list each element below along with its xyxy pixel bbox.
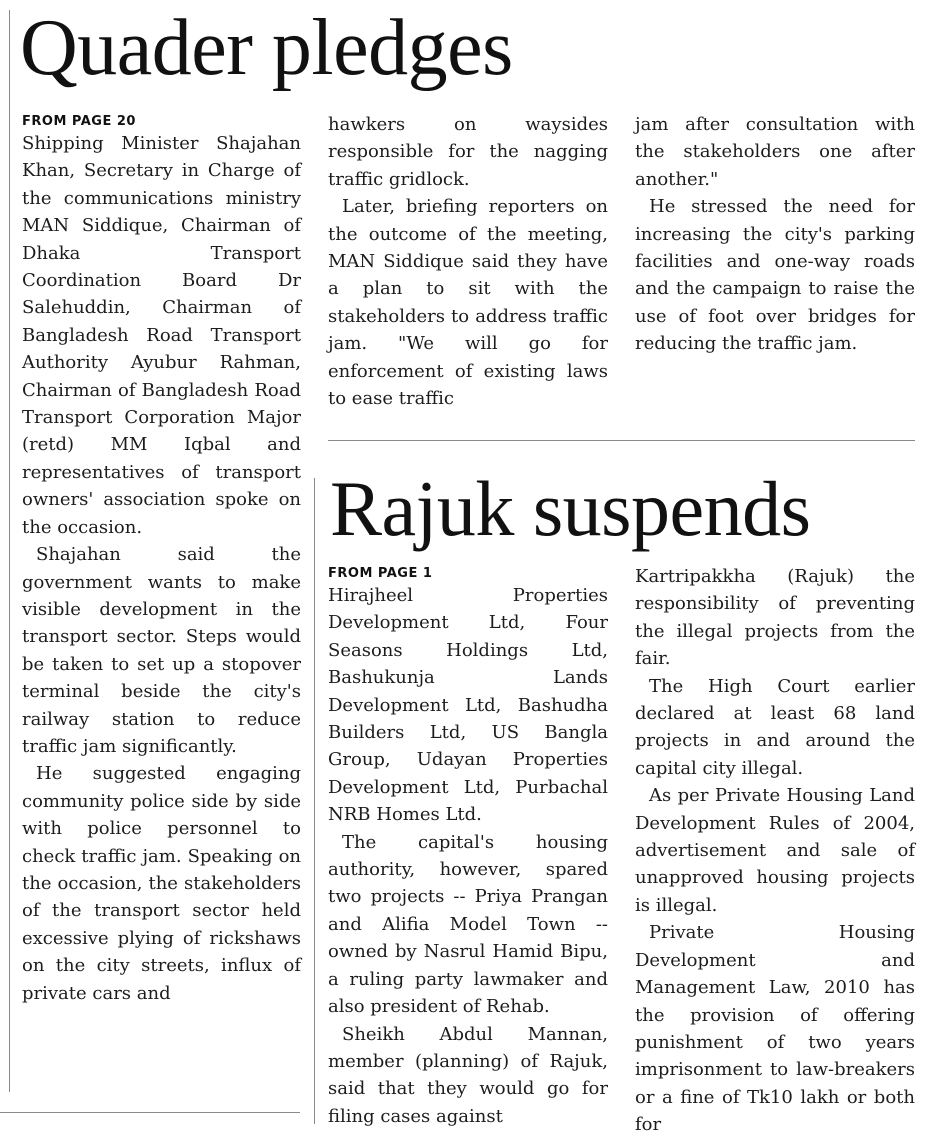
story1-paragraph: He suggested engaging community police side by side with police personnel to check traffic jam. Speaking on the occasion, the stakeholders of the transport sector held excessive plying of rickshaws on the city streets, influx of private cars and — [22, 763, 301, 1004]
section-divider-rule — [328, 440, 915, 441]
story1-column-1 — [22, 114, 301, 1094]
story1-paragraph: He stressed the need for increasing the city's parking facilities and one-way roads and the campaign to raise the use of foot over bridges for reducing the traffic jam. — [635, 196, 915, 355]
story2-paragraph: Hirajheel Properties Development Ltd, Four Seasons Holdings Ltd, Bashukunja Lands Development Ltd, Bashudha Builders Ltd, US Bangla Group, Udayan Properties Development Ltd, Purbachal NRB Homes Ltd. — [328, 585, 608, 826]
bottom-left-rule — [0, 1112, 300, 1113]
story2-headline: Rajuk suspends — [330, 465, 811, 552]
story2-column-2 — [635, 563, 915, 1136]
story1-column-2 — [328, 111, 608, 433]
story2-paragraph: The High Court earlier declared at least 68 land projects in and around the capital city illegal. — [635, 675, 915, 779]
story1-paragraph: jam after consultation with the stakeholders one after another." — [635, 114, 915, 190]
story2-paragraph: The capital's housing authority, however, spared two projects -- Priya Prangan and Alifia Model Town -- owned by Nasrul Hamid Bipu, a ruling party lawmaker and also president of Rehab. — [328, 831, 608, 1018]
story2-column-1 — [328, 566, 608, 1127]
story2-paragraph: Private Housing Development and Management Law, 2010 has the provision of offering punishment of two years imprisonment to law-breakers or a fine of Tk10 lakh or both for — [635, 922, 915, 1136]
story2-left-rule — [314, 478, 315, 1124]
story2-paragraph: As per Private Housing Land Development Rules of 2004, advertisement and sale of unapproved housing projects is illegal. — [635, 785, 915, 916]
story1-paragraph: Later, briefing reporters on the outcome of the meeting, MAN Siddique said they have a plan to sit with the stakeholders to address traffic jam. "We will go for enforcement of existing laws to ease traffic — [328, 196, 608, 410]
story1-paragraph: Shipping Minister Shajahan Khan, Secretary in Charge of the communications ministry MAN Siddique, Chairman of Dhaka Transport Coordination Board Dr Salehuddin, Chairman of Bangladesh Road Transport Authority Ayubur Rahman, Chairman of Bangladesh Road Transport Corporation Major (retd) MM Iqbal and representatives of transport owners' association spoke on the occasion. — [22, 133, 301, 538]
story2-paragraph: Kartripakkha (Rajuk) the responsibility of preventing the illegal projects from the fair. — [635, 566, 915, 670]
story1-paragraph: Shajahan said the government wants to make visible development in the transport sector. Steps would be taken to set up a stopover terminal beside the city's railway station to reduce traffic jam significantly. — [22, 544, 301, 757]
story2-jump-label: FROM PAGE 1 — [328, 566, 433, 581]
story1-jump-label: FROM PAGE 20 — [22, 114, 136, 129]
story1-headline: Quader pledges — [20, 4, 513, 92]
story2-paragraph: Sheikh Abdul Mannan, member (planning) of Rajuk, said that they would go for filing cases against — [328, 1023, 608, 1127]
story1-paragraph: hawkers on waysides responsible for the nagging traffic gridlock. — [328, 114, 608, 190]
story1-column-3 — [635, 111, 915, 433]
left-edge-rule — [9, 10, 10, 1092]
